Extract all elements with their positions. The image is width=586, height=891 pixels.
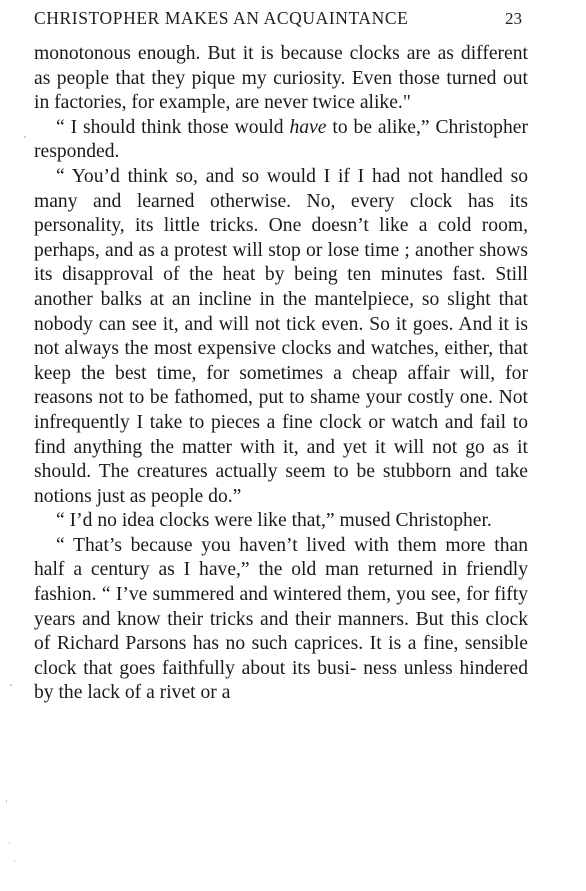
paragraph (34, 42, 528, 116)
paragraph-text-cont: to be alike,” Christopher responded. (34, 116, 528, 163)
body-text (34, 42, 528, 706)
scan-speck (6, 800, 7, 803)
paragraph (34, 534, 528, 706)
emphasis-text: have (289, 116, 327, 138)
paragraph-text: monotonous enough. But it is because clocks are as different as people that they pique my curiosity. Even those turned out in factories, for example, are never twice alike." (34, 43, 528, 114)
paragraph-text: “ I’d no idea clocks were like that,” mused Christopher. (56, 510, 492, 532)
scan-speck (14, 860, 15, 862)
paragraph-text: “ I should think those would (56, 116, 290, 138)
page-number: 23 (505, 9, 522, 28)
paragraph-text: “ You’d think so, and so would I if I had not handled so many and learned otherwise. No, every clock has its personality, its little tricks. One doesn’t like a cold room, perhaps, and as a protest will stop or lose time ; another shows its disapproval of the heat by being ten minutes fast. Still another balks at an incline in the mantelpiece, so slight that nobody can see it, and will not tick even. So it goes. And it is not always the most expensive clocks and watches, either, that keep the best time, for sometimes a cheap affair will, for reasons not to be fathomed, put to shame your costly one. Not infrequently I take to pieces a fine clock or watch and fail to find anything the matter with it, and yet it will not go as it should. The creatures actually seem to be stubborn and take notions just as people do.” (34, 165, 528, 507)
paragraph-text: “ That’s because you haven’t lived with them more than half a century as I have,” the old man returned in friendly fashion. “ I’ve summered and wintered them, you see, for fifty years and know their tricks and their manners. But this clock of Richard Parsons has no such caprices. It is a fine, sensible clock that goes faithfully about its busi- ness unless hindered by the lack of a rivet or a (34, 534, 528, 704)
paragraph (34, 509, 528, 534)
scan-speck (9, 842, 10, 844)
running-head (34, 8, 528, 42)
chapter-title: CHRISTOPHER MAKES AN ACQUAINTANCE (34, 8, 409, 28)
scan-speck (24, 136, 26, 138)
book-page (34, 8, 528, 706)
scan-speck (10, 684, 12, 686)
paragraph (34, 116, 528, 165)
paragraph (34, 165, 528, 509)
